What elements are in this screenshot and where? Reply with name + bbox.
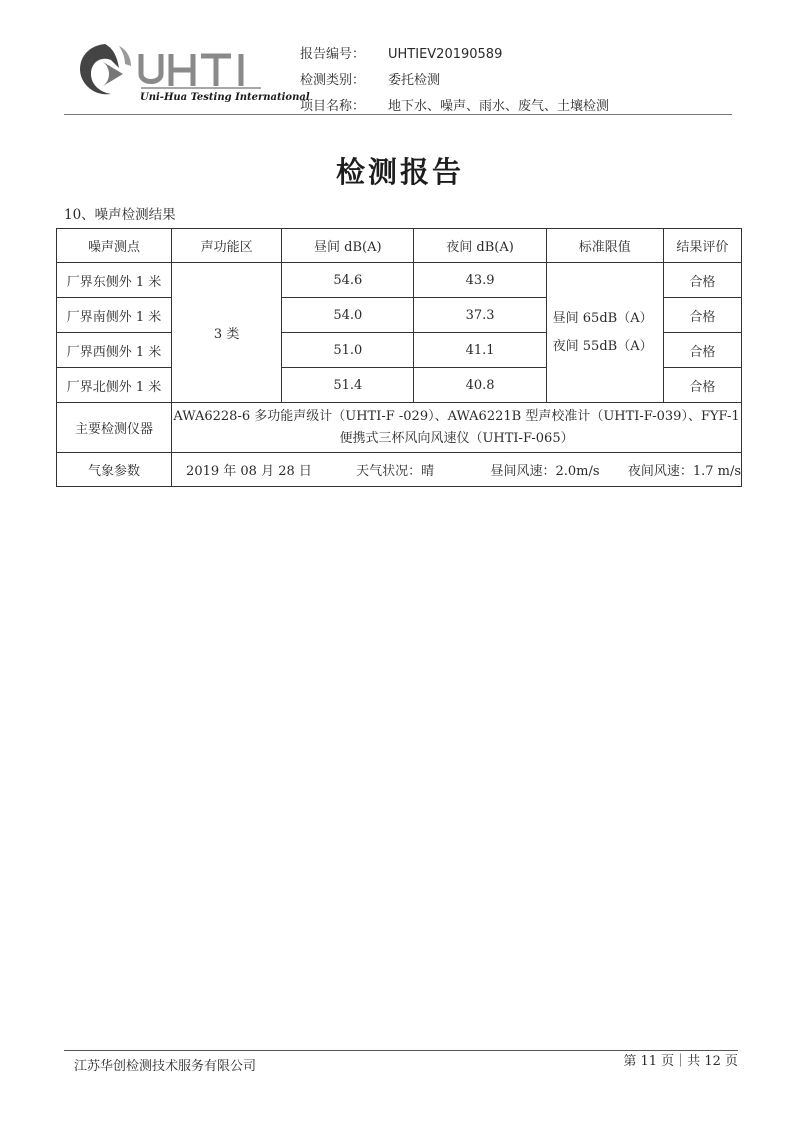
page-title: 检测报告 — [335, 155, 464, 189]
meta-label: 检测类别： — [300, 73, 366, 88]
table-row — [57, 263, 742, 298]
night-value: 41.1 — [414, 333, 546, 368]
uhti-logo-icon — [75, 40, 275, 100]
instruments-row — [57, 403, 742, 453]
table-header-row — [57, 229, 742, 263]
column-header: 夜间 dB(A) — [414, 229, 546, 263]
night-value: 43.9 — [414, 263, 546, 298]
result-evaluation: 合格 — [663, 298, 741, 333]
weather-date: 2019 年 08 月 28 日 — [186, 464, 312, 479]
section-title: 10、噪声检测结果 — [64, 207, 176, 223]
meta-label: 项目名称： — [300, 99, 366, 114]
result-evaluation: 合格 — [663, 368, 741, 403]
weather-day-wind: 昼间风速：2.0m/s — [490, 464, 600, 479]
column-header: 昼间 dB(A) — [282, 229, 414, 263]
night-value: 40.8 — [414, 368, 546, 403]
day-value: 54.6 — [282, 263, 414, 298]
result-evaluation: 合格 — [663, 333, 741, 368]
meta-label: 报告编号： — [300, 47, 366, 62]
standard-limit — [546, 263, 663, 403]
function-zone: 3 类 — [172, 263, 282, 403]
measure-point: 厂界东侧外 1 米 — [57, 263, 172, 298]
footer-company: 江苏华创检测技术服务有限公司 — [74, 1059, 257, 1074]
meta-value: UHTIEV20190589 — [388, 47, 503, 62]
night-value: 37.3 — [414, 298, 546, 333]
meta-value: 委托检测 — [388, 73, 441, 88]
weather-condition: 天气状况：晴 — [356, 464, 435, 479]
column-header: 声功能区 — [172, 229, 282, 263]
company-logo — [75, 40, 275, 120]
weather-value — [172, 453, 742, 487]
measure-point: 厂界北侧外 1 米 — [57, 368, 172, 403]
meta-report-number — [300, 42, 609, 68]
instruments-line: AWA6228-6 多功能声级计（UHTI-F -029）、AWA6221B 型声校准计（UHTI-F-039）、FYF-1 — [173, 408, 740, 424]
day-value: 51.4 — [282, 368, 414, 403]
limit-night: 夜间 55dB（A） — [552, 338, 653, 354]
logo-subtitle: Uni-Hua Testing International — [140, 92, 310, 103]
weather-label: 气象参数 — [57, 453, 172, 487]
report-meta — [300, 42, 609, 120]
limit-day: 昼间 65dB（A） — [552, 310, 653, 326]
instruments-value — [172, 403, 742, 453]
weather-night-wind: 夜间风速：1.7 m/s — [627, 464, 741, 479]
meta-value: 地下水、噪声、雨水、废气、土壤检测 — [388, 99, 610, 114]
measure-point: 厂界南侧外 1 米 — [57, 298, 172, 333]
meta-test-category — [300, 68, 609, 94]
instruments-line: 便携式三杯风向风速仪（UHTI-F-065） — [339, 430, 574, 446]
day-value: 51.0 — [282, 333, 414, 368]
header-divider — [64, 114, 732, 115]
measure-point: 厂界西侧外 1 米 — [57, 333, 172, 368]
day-value: 54.0 — [282, 298, 414, 333]
weather-row — [57, 453, 742, 487]
instruments-label: 主要检测仪器 — [57, 403, 172, 453]
noise-results-table — [56, 228, 742, 487]
column-header: 噪声测点 — [57, 229, 172, 263]
column-header: 标准限值 — [546, 229, 663, 263]
column-header: 结果评价 — [663, 229, 741, 263]
result-evaluation: 合格 — [663, 263, 741, 298]
page-number: 第 11 页｜共 12 页 — [623, 1054, 738, 1069]
meta-project-name — [300, 94, 609, 120]
